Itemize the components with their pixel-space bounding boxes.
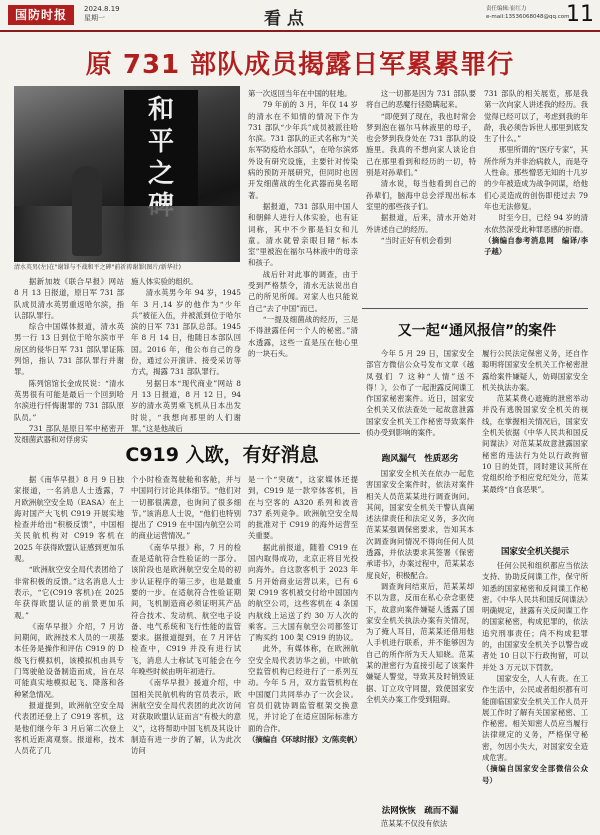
article3-headline: 又一起“通风报信”的案件 — [397, 323, 557, 339]
article1-paragraph: 陈列馆馆长金成民说：“清水英男很有可能是最后一个回到哈尔滨进行忏悔谢罪的 731 部队原队员。” — [14, 378, 124, 422]
memorial-inscription: 和平之 — [147, 95, 174, 189]
editor-name: 责任编辑:崔红力 — [486, 6, 527, 12]
article3-paragraph: 调查询问结束后，范某某却不以为意，反而在私心杂念驱使下，故意向案件嫌疑人透露了国家安全机关执法办案有关情况，为了掩人耳目，范某某还借用他人手机进行联系，并不能够因为自己的所作所为天人知晓。范某某的泄密行为直接引起了该案件嫌疑人警觉，导致其及时销毁证据、订立攻守同盟，致使国家安全机关办案工作受到阻碍。 — [366, 581, 474, 704]
article2-paragraph: 《南华早报》称，7 月的检查是适航符合性验证的一部分。该阶段也是欧洲航空安全局的初步认证程序的第三步，也是最重要的一步。在适航符合性验证期间，飞机制造商必须证明其产品符合技术、发动机、航空电子设备、电气系统和飞行性能的监管要求。据报道提到，在 7 月评估检查中，C919 并没有进行试飞，消息人士称试飞可能会在今年晚些时候由明年初进行。 — [131, 542, 241, 677]
article1-column-4 — [366, 88, 476, 246]
article3-subheading: 跑风漏气 性质恶劣 — [381, 454, 459, 464]
article1-paragraph: 另据日本“现代商业”网站 8 月 13 日报道，8 月 12 日，94 岁的清水英男乘飞机从日本出发时说，“我想向那里的人们谢罪。”这是他战后 — [131, 378, 241, 433]
photo-caption: 清水英男(左)在"谢罪与不战和平之碑"前祈祷谢罪(图片/新华社) — [14, 264, 181, 271]
article2-byline: （摘编自《环球时报》文/陈奕帆） — [248, 734, 362, 744]
article2-paragraph: 《南华早报》援道介绍，中国相关民航机构的官员表示，欧洲航空安全局代表团的此次访问对获取欧盟认证而言“有极大的意义”，这将帮助中国飞机及其设计制造有进一步的了解，认为此次访问 — [131, 678, 241, 756]
article3-paragraph: 国家安全机关在依办一起危害国家安全案件时，依法对案件相关人员范某某进行调查询问。其间，国家安全机关干警认真阐述法律责任和法定义务，多次向范某某强调保密要求，告知其本次调查询问情况不得向任何人员透露，并依法要求其签署《保密承诺书》，办案过程中，范某某态度良好，积极配合。 — [366, 469, 474, 580]
article2-paragraph: 《南华早报》介绍，7 月访问期间，欧洲技术人员的一项基本任务是操作和评估 C919 的 D 级飞行模拟机，该模拟机由具专门驾驶舱设备制造而成，旨在尽可能真实地模拟起飞、降落和各种紧急情况。 — [14, 621, 124, 699]
article3-column-1 — [366, 348, 474, 438]
article2-column-3 — [248, 474, 362, 745]
article2-paragraph: 据此前报道，随着 C919 在国内取得成功，北京正将目光投向海外。自这款客机于 2023 年 5 月开始商业运营以来，已有 6 架 C919 客机被交付给中国国内的航空公司，这些客机在 4 条国内航线上运送了约 30 万人次的乘客。三大国有航空公司都签订了购买约 100 架 C919 的协议。 — [248, 542, 358, 643]
section-title: 看 点 — [264, 9, 304, 29]
article3-column-3 — [482, 348, 588, 495]
article1-photo — [14, 86, 240, 262]
article2-paragraph: 个小时检查驾驶舱和客舱，并与中国同行讨论具体细节。“他们对一切都很满意，也询问了很多细节。”该消息人士说，“他们也特别提出了 C919 在中国内航空公司的商业运营情况。” — [131, 475, 241, 541]
article3-paragraph: 范某某费心遮掩的泄密举动并没有逃脱国家安全机关的视线，在掌握相关情况后，国家安全机关依据《中华人民共和国反间谍法》对范某某故意泄露国家秘密的违法行为处以行政拘留 10 日的处罚，同时建议其所在党组织给予相应党纪处分，范某某最终“自食恶果”。 — [482, 394, 588, 494]
article3-byline: （摘编自国家安全部微信公众号） — [482, 764, 588, 785]
newspaper-logo: 国防时报 — [8, 5, 74, 25]
article1-paragraph: 据报道，731 部队用中国人和朝鲜人进行人体实验，也有证词称，其中不少都是妇女和儿童。清水就曾亲眼目睹“标本室”里被泡在福尔马林液中的母亲和孩子。 — [248, 201, 358, 268]
article3-subheading: 法网恢恢 疏而不漏 — [381, 806, 459, 816]
article2-paragraph: “欧洲航空安全局代表团给了非常积极的反馈。”这名消息人士表示，“它(C919 客机)在 2025 年获得欧盟认证的前景更加乐观。” — [14, 565, 124, 620]
weekday-text: 星期一 — [84, 14, 105, 22]
article1-column-5 — [484, 88, 588, 257]
article2-column-2 — [131, 474, 241, 756]
article1-paragraph: “一提及细菌战的经历，三是不得泄露任何一个人的秘密。”清水透露，这些一直是压在他心里的一块石头。 — [248, 314, 358, 358]
article1-paragraph: 战后针对此事的调查，由于受到严格禁令，清水无法说出自己的所见所闻。对家人也只能说自己“去了中国”而已。 — [248, 269, 358, 313]
article1-paragraph: 79 年前的 3 月，年仅 14 岁的清水在不知情的情况下作为 731 部队“少年兵”成员被派往哈尔滨。731 部队的正式名称为“关东军防疫给水部队”，在哈尔滨郊外设有研究设施，主要针对传染病的预防开展研究，但同时也因开发细菌战的生化武器而臭名昭著。 — [248, 100, 358, 200]
page-number: 11 — [566, 2, 594, 27]
date-text: 2024.8.19 — [84, 5, 120, 13]
photo-person — [72, 166, 102, 256]
article1-column-1 — [14, 276, 124, 445]
article1-paragraph: “即使到了现在，我也时常会梦到泡在福尔马林液里的母子，也会梦到我身处在 731 部队的设施里。我真的不想向家人谈论自己在那里看到和经历的一切，特别是对孙辈们。” — [366, 111, 476, 178]
article1-headline: 原 731 部队成员揭露日军累累罪行 — [85, 50, 515, 80]
article2-column-1 — [14, 474, 124, 756]
page-header — [0, 0, 600, 32]
article3-paragraph: 范某某不仅没有依法 — [380, 819, 448, 828]
article2-headline: C919 入欧，有好消息 — [125, 444, 319, 466]
article3-subheading: 国家安全机关提示 — [500, 547, 569, 557]
article3-paragraph: 履行公民法定保密义务，还自作聪明将国家安全机关工作秘密泄露给案件嫌疑人，妨碍国家安全机关执法办案。 — [482, 349, 588, 392]
article3-paragraph: 任何公民和组织都应当依法支持、协助反间谍工作，保守所知悉的国家秘密和反间谍工作秘密。《中华人民共和国反间谍法》明确规定，泄露有关反间谍工作的国家秘密，构成犯罪的，依法追究刑事责任；尚不构成犯罪的，由国家安全机关予以警告或者处 10 日以下行政拘留，可以并处 3 万元以下罚款。 — [482, 561, 588, 672]
article1-paragraph: 731 部队的相关展览，那是我第一次向家人讲述我的经历。我觉得已经可以了，考虑到我的年龄，我必须告诉世人那里到底发生了什么。” — [484, 89, 588, 144]
photo-crowd — [14, 206, 240, 262]
article1-paragraph: 第一次返回当年在中国的驻地。 — [248, 89, 352, 98]
divider-line — [362, 308, 588, 309]
article2-paragraph: 是一个“突破”，这家媒体还提到，C919 是一款窄体客机，旨在与空客的 A320 系列和波音 737 系列竞争。欧洲航空安全局的批准对于 C919 的海外运营至关重要。 — [248, 475, 358, 541]
article3-column-2 — [366, 468, 474, 705]
divider-line — [14, 433, 360, 434]
editor-email: e-mail:13536068048@qq.com — [486, 14, 570, 20]
article1-paragraph: 综合中国媒体报道，清水英男一行 13 日到位于哈尔滨市平房区的侵华日军 731 部队罪证陈列馆，指认 731 部队罪行并谢罪。 — [14, 322, 124, 377]
article1-paragraph: 清水说，每当他看到自己的孙辈们，脑海中总会浮现出标本室里的那些孩子们。 — [366, 179, 476, 211]
article1-column-3 — [248, 88, 358, 359]
article1-paragraph: 施人体实验的组织。 — [131, 277, 198, 286]
article1-byline: （摘编自参考消息网 编译/李子越） — [484, 235, 588, 257]
article2-paragraph: 报道提到，欧洲航空安全局代表团还登上了 C919 客机，这是他们继今年 3 月后第二次登上客机近距离观察。报道称，技术人员花了几 — [14, 700, 124, 756]
article1-paragraph: 清水英男今年 94 岁，1945 年 3 月,14 岁的他作为“少年兵”被征入伍，并被派到位于哈尔滨的日军 731 部队总部。1945 年 8 月 14 日，他随日本部队回国。2016 年，他公布自己的身份，通过公开演讲、接受采访等方式，揭露 731 部队罪行。 — [131, 288, 241, 377]
article3-paragraph: 国家安全，人人有责。在工作生活中，公民或者组织都有可能面临国家安全机关工作人员开展工作时了解有关国家秘密、工作秘密。相关知密人员应当履行法律规定的义务，严格保守秘密，勿因小失大，对国家安全造成危害。 — [482, 673, 588, 763]
issue-date — [84, 5, 120, 23]
article1-column-2 — [131, 276, 241, 434]
article1-paragraph: 那里所谓的“医疗专家”，其所作所为并非治病救人，而是夺人性命。那些憎恶无知的十几岁的少年被造成为战争同谋，给他们心灵造成的创伤即使过去 79 年也无法修复。 — [484, 145, 588, 211]
article3-paragraph: 今年 5 月 29 日，国家安全部官方微信公众号发布文章《越凤强们 7 这种“人情”送不得！》，公布了一起泄露反间谍工作国家秘密案件。近日，国家安全机关又依法查处一起故意泄露国家安全机关工作秘密导致案件侦办受到影响的案件。 — [366, 349, 474, 438]
article1-paragraph: 731 部队是原日军中秘密开发细菌武器和对俘虏实 — [14, 423, 124, 445]
article1-paragraph: 据新加坡《联合早报》网站 8 月 13 日报道，原日军 731 部队成员清水英男重返哈尔滨，指认部队罪行。 — [14, 277, 124, 320]
article1-paragraph: 时至今日，已经 94 岁的清水依然深受此种罪恶感的折磨。 — [484, 213, 588, 234]
article3-column-2-tail — [366, 818, 474, 829]
article3-column-3b — [482, 560, 588, 786]
article1-paragraph: 据报道，后来，清水开始对外讲述自己的经历。 — [366, 213, 476, 234]
article1-paragraph: “当时正好有机会看到 — [380, 235, 452, 245]
article2-paragraph: 此外，有媒体称，在欧洲航空安全局代表访华之前，中欧航空监管机构已经进行了一系列互动。今年 5 月，双方监管机构在中国厦门共同举办了一次会议。官员们就协调监管框架交换意见，并讨论了在适应国际标准方面的合作。 — [248, 644, 358, 733]
article2-paragraph: 据《南华早报》8 月 9 日独家报道，一名消息人士透露，7 月欧洲航空安全局（EASA）在上海对国产大飞机 C919 开展实地检查并给出“积极反馈”，中国相关民航机构对 C919 客机在 2025 年获得欧盟认证感到更加乐观。 — [14, 475, 124, 564]
article1-paragraph: 这一切都是因为 731 部队要将自己的恶魔行径隐瞒起来。 — [366, 89, 476, 110]
